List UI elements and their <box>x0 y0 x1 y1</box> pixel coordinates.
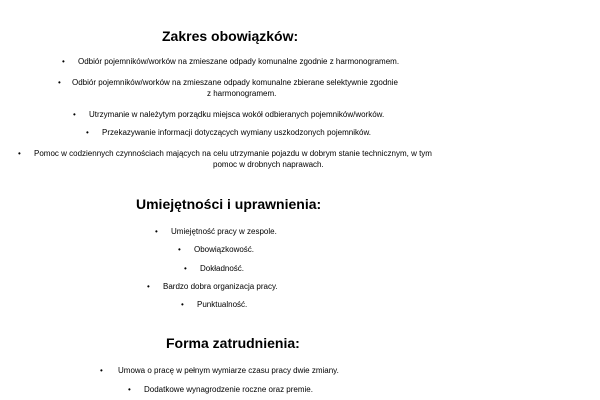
list-item-continuation: pomoc w drobnych naprawach. <box>213 160 324 169</box>
section-heading-skills: Umiejętności i uprawnienia: <box>136 196 322 212</box>
bullet-icon: • <box>62 57 65 66</box>
bullet-icon: • <box>58 78 61 87</box>
bullet-icon: • <box>184 264 187 273</box>
bullet-icon: • <box>178 245 181 254</box>
list-item-text: Bardzo dobra organizacja pracy. <box>163 282 278 291</box>
list-item-text: Obowiązkowość. <box>194 245 255 254</box>
list-item <box>184 263 244 274</box>
bullet-icon: • <box>181 300 184 309</box>
list-item-text: Dodatkowe wynagrodzenie roczne oraz premie. <box>144 385 313 394</box>
list-item <box>155 226 277 237</box>
list-item <box>100 365 339 376</box>
bullet-icon: • <box>73 110 76 119</box>
list-item-text: Pomoc w codziennych czynnościach mających na celu utrzymanie pojazdu w dobrym stanie technicznym, w tym <box>34 149 432 158</box>
list-item <box>181 299 247 310</box>
list-item <box>147 281 278 292</box>
bullet-icon: • <box>147 282 150 291</box>
list-item-text: Punktualność. <box>197 300 248 309</box>
list-item <box>73 109 384 120</box>
list-item-text: Umowa o pracę w pełnym wymiarze czasu pracy dwie zmiany. <box>118 366 339 375</box>
list-item-text: Umiejętność pracy w zespole. <box>171 227 277 236</box>
list-item <box>178 244 254 255</box>
list-item-text: Utrzymanie w należytym porządku miejsca wokół odbieranych pojemników/worków. <box>89 110 385 119</box>
list-item <box>86 127 371 138</box>
bullet-icon: • <box>18 149 21 158</box>
list-item <box>128 384 313 395</box>
bullet-icon: • <box>155 227 158 236</box>
list-item-text: Dokładność. <box>200 264 245 273</box>
section-heading-duties: Zakres obowiązków: <box>162 28 299 44</box>
bullet-icon: • <box>86 128 89 137</box>
section-heading-employment: Forma zatrudnienia: <box>166 335 300 351</box>
bullet-icon: • <box>100 366 103 375</box>
list-item-text: Odbiór pojemników/worków na zmieszane odpady komunalne zgodnie z harmonogramem. <box>78 57 400 66</box>
list-item-text: Przekazywanie informacji dotyczących wymiany uszkodzonych pojemników. <box>102 128 371 137</box>
list-item-text: Odbiór pojemników/worków na zmieszane odpady komunalne zbierane selektywnie zgodnie <box>72 78 398 87</box>
list-item <box>62 56 399 67</box>
list-item <box>18 148 432 159</box>
list-item-continuation: z harmonogramem. <box>207 89 277 98</box>
list-item <box>58 77 398 88</box>
bullet-icon: • <box>128 385 131 394</box>
